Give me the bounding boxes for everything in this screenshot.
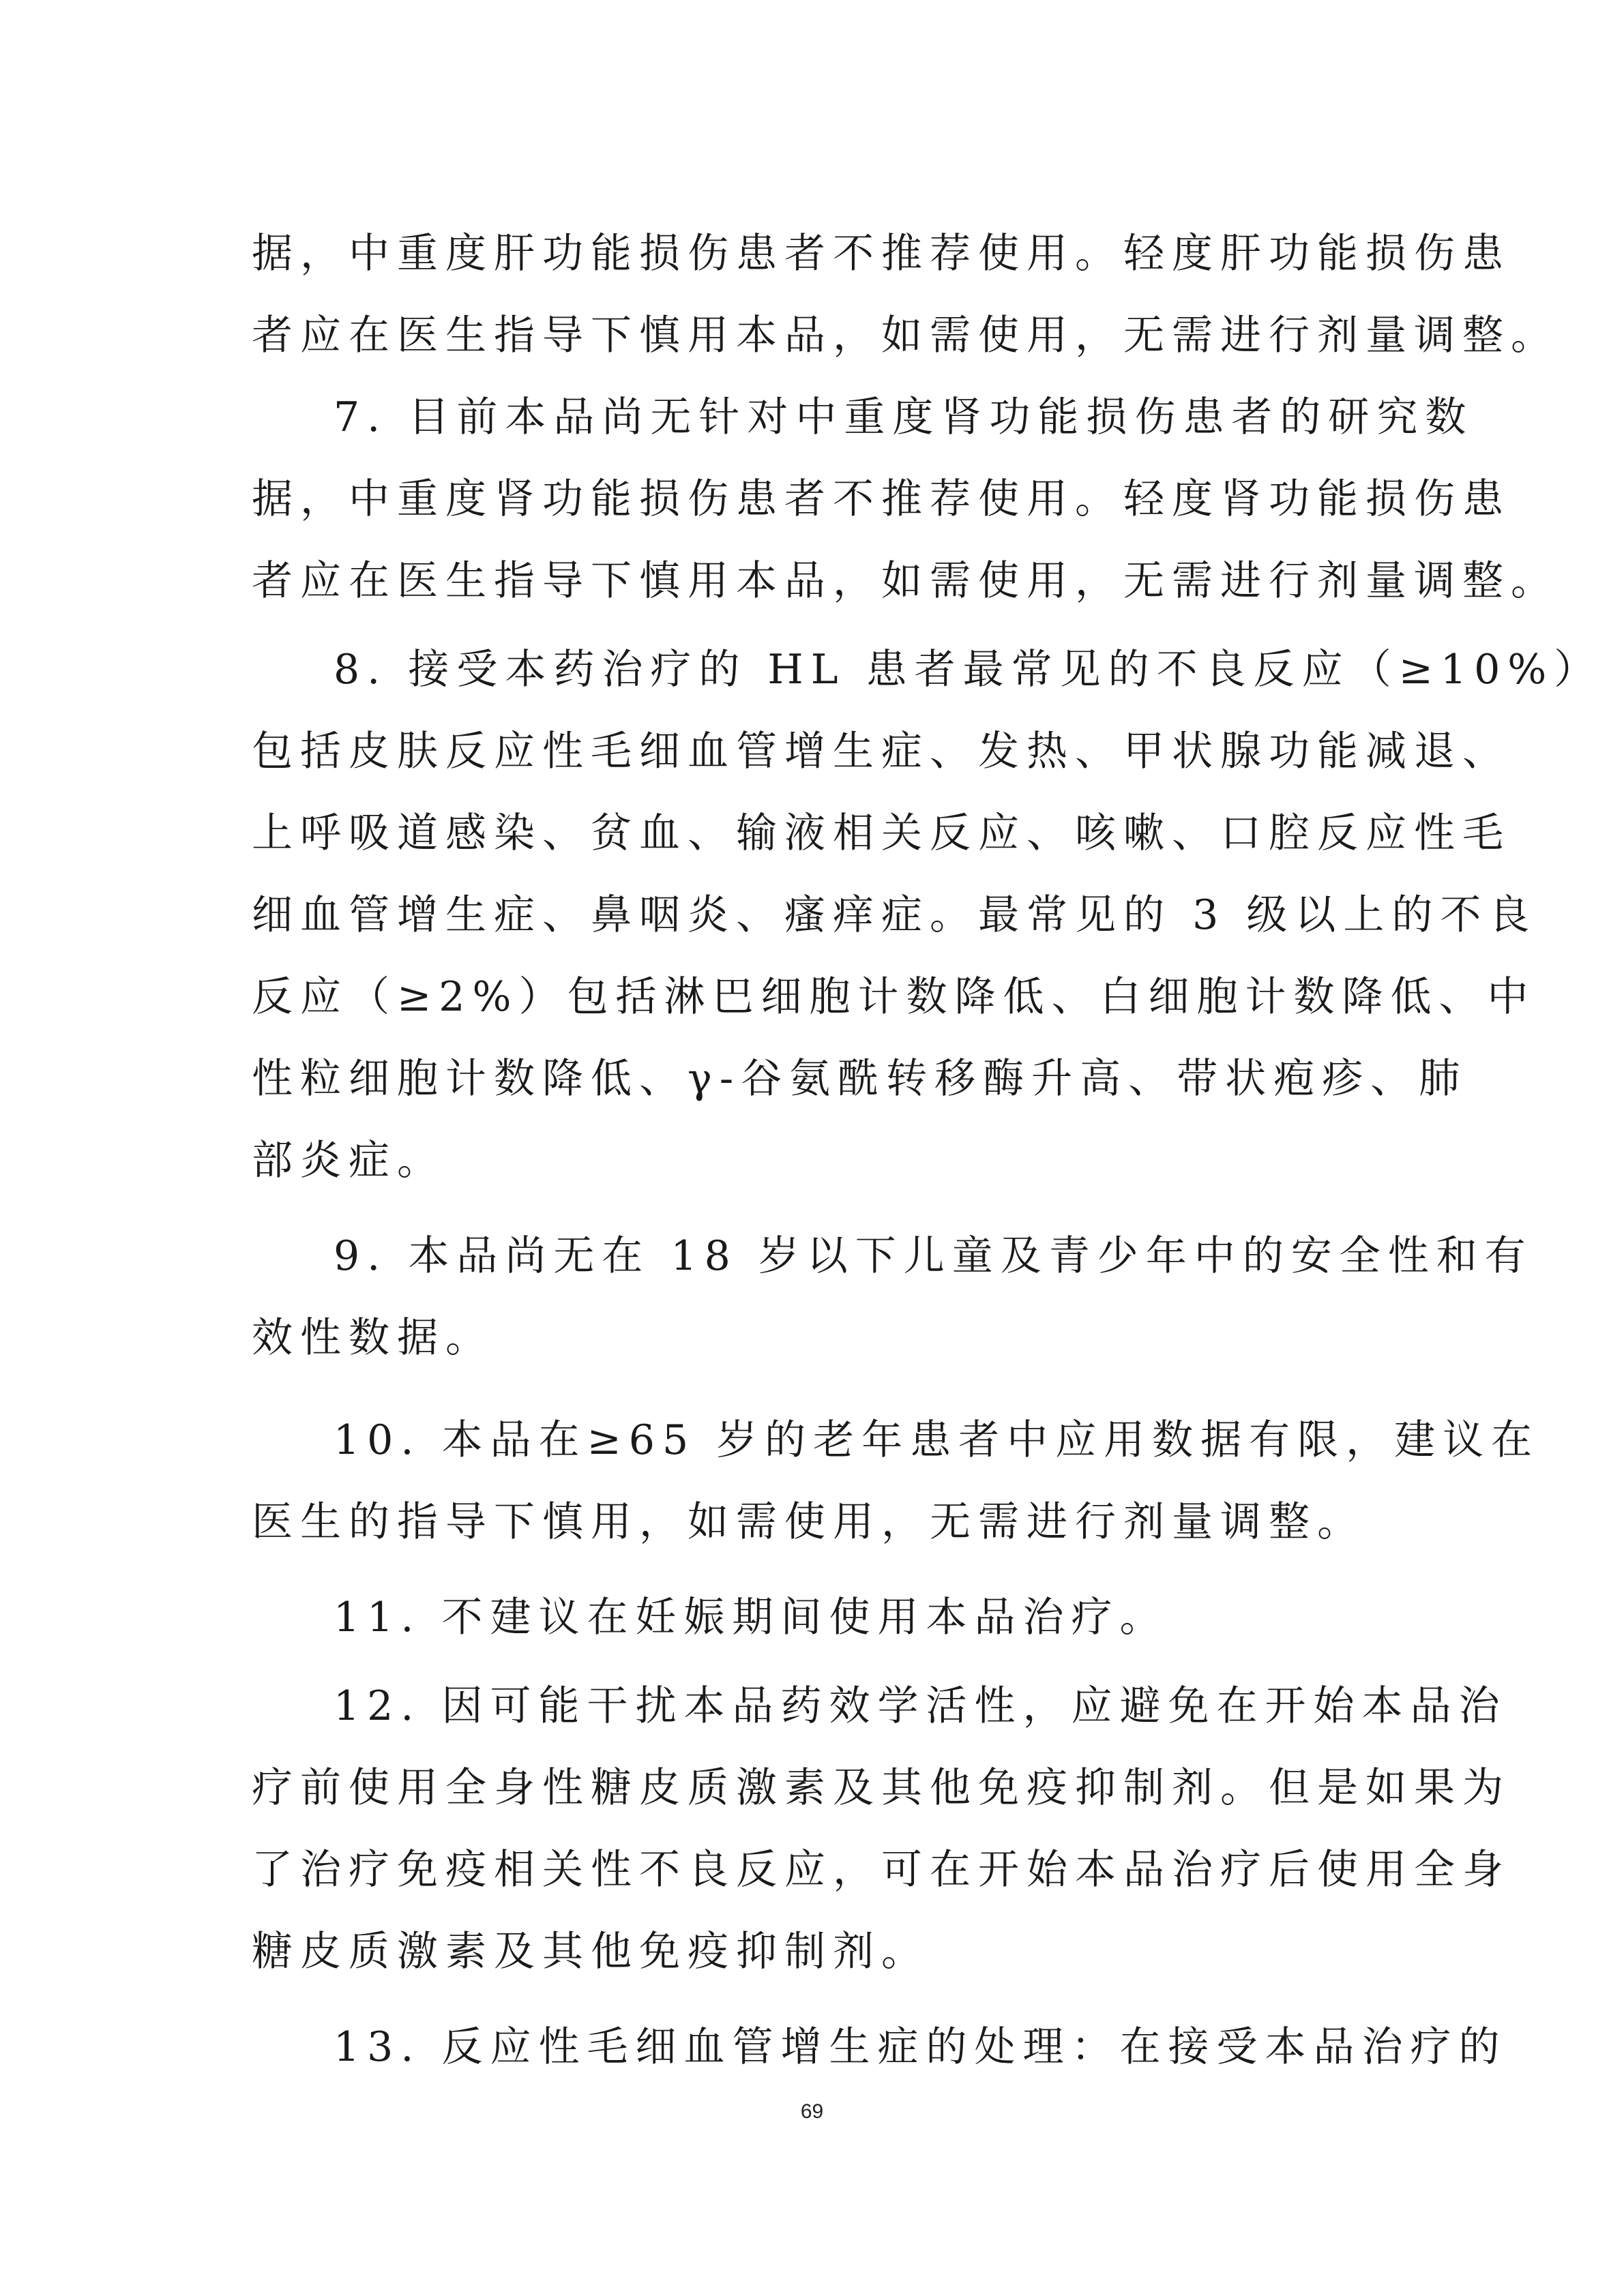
text-line: 了治疗免疫相关性不良反应，可在开始本品治疗后使用全身 — [252, 1846, 1511, 1894]
text-line: 效性数据。 — [252, 1314, 494, 1362]
text-line: 者应在医生指导下慎用本品，如需使用，无需进行剂量调整。 — [252, 312, 1559, 359]
paragraph-start-11: 11. 不建议在妊娠期间使用本品治疗。 — [334, 1594, 1168, 1641]
text-line: 据，中重度肝功能损伤患者不推荐使用。轻度肝功能损伤患 — [252, 230, 1511, 278]
text-line: 者应在医生指导下慎用本品，如需使用，无需进行剂量调整。 — [252, 557, 1559, 605]
paragraph-start-10: 10. 本品在≥65 岁的老年患者中应用数据有限，建议在 — [334, 1416, 1540, 1464]
text-line: 包括皮肤反应性毛细血管增生症、发热、甲状腺功能减退、 — [252, 728, 1511, 775]
paragraph-start-8: 8. 接受本药治疗的 HL 患者最常见的不良反应（≥10%） — [334, 646, 1603, 694]
paragraph-start-13: 13. 反应性毛细血管增生症的处理：在接受本品治疗的 — [334, 2023, 1507, 2071]
paragraph-start-9: 9. 本品尚无在 18 岁以下儿童及青少年中的安全性和有 — [334, 1232, 1533, 1280]
text-line: 据，中重度肾功能损伤患者不推荐使用。轻度肾功能损伤患 — [252, 475, 1511, 523]
text-line: 反应（≥2%）包括淋巴细胞计数降低、白细胞计数降低、中 — [252, 973, 1536, 1021]
text-line: 上呼吸道感染、贫血、输液相关反应、咳嗽、口腔反应性毛 — [252, 809, 1511, 857]
paragraph-start-7: 7. 目前本品尚无针对中重度肾功能损伤患者的研究数 — [334, 393, 1474, 441]
text-line: 性粒细胞计数降低、γ-谷氨酰转移酶升高、带状疱疹、肺 — [252, 1055, 1468, 1103]
paragraph-start-12: 12. 因可能干扰本品药效学活性，应避免在开始本品治 — [334, 1682, 1507, 1730]
text-line: 糖皮质激素及其他免疫抑制剂。 — [252, 1928, 930, 1976]
text-line: 医生的指导下慎用，如需使用，无需进行剂量调整。 — [252, 1498, 1365, 1546]
text-line: 疗前使用全身性糖皮质激素及其他免疫抑制剂。但是如果为 — [252, 1764, 1511, 1812]
text-line: 部炎症。 — [252, 1137, 445, 1184]
text-line: 细血管增生症、鼻咽炎、瘙痒症。最常见的 3 级以上的不良 — [252, 891, 1537, 939]
page-number: 69 — [800, 2100, 824, 2123]
